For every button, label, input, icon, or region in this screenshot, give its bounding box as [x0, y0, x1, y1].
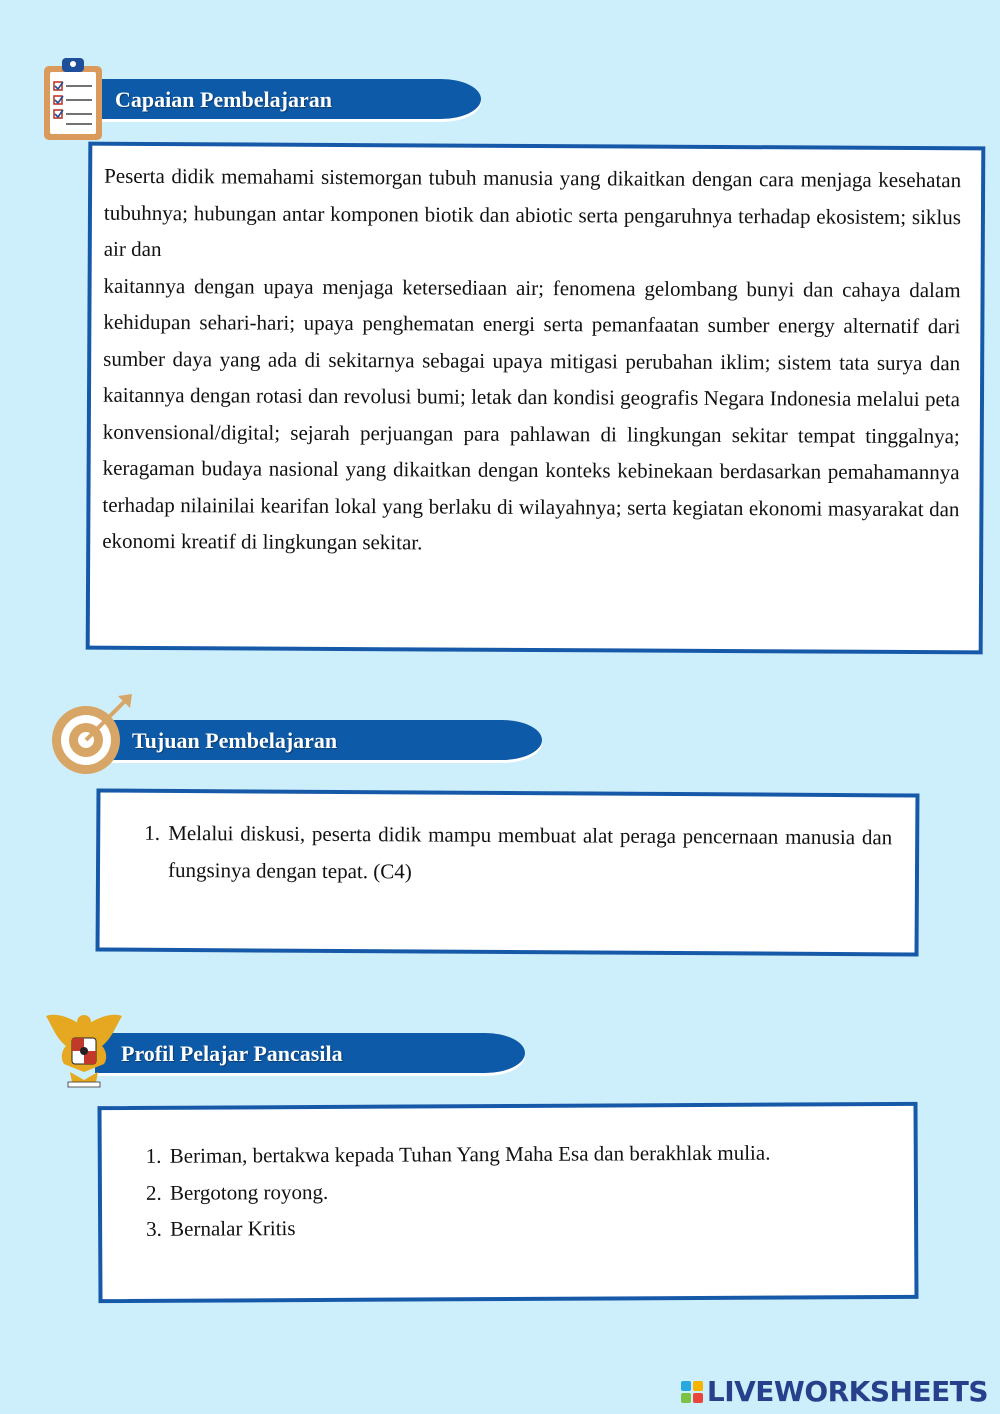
profil-item-2-text: Bergotong royong. [169, 1179, 329, 1205]
capaian-banner [95, 79, 481, 119]
profil-item-3 [146, 1207, 842, 1247]
tujuan-list [144, 815, 892, 893]
clipboard-checklist-icon [42, 56, 106, 142]
tujuan-card [96, 788, 920, 956]
profil-item-3-number: 3. [146, 1216, 162, 1241]
profil-list [146, 1134, 843, 1247]
profil-item-3-text: Bernalar Kritis [170, 1216, 296, 1241]
profil-item-1-text: Beriman, bertakwa kepada Tuhan Yang Maha Esa dan berakhlak mulia. [169, 1140, 771, 1168]
capaian-paragraph [102, 158, 961, 564]
garuda-emblem-icon [44, 1008, 124, 1088]
profil-banner [95, 1033, 525, 1073]
tujuan-item-1-text: Melalui diskusi, peserta didik mampu membuat alat peraga pencernaan manusia dan fungsinya dengan tepat. (C4) [167, 820, 893, 883]
liveworksheets-logo[interactable] [681, 1375, 988, 1408]
tujuan-item-1 [144, 815, 892, 893]
capaian-text-1: Peserta didik memahami sistemorgan tubuh manusia yang dikaitkan dengan cara menjaga kesehatan tubuhnya; hubungan antar komponen biotik dan abiotic serta pengaruhnya terhadap ekosistem; siklus air dan [103, 163, 962, 262]
capaian-title: Capaian Pembelajaran [115, 87, 332, 112]
profil-item-2 [146, 1171, 842, 1211]
liveworksheets-text: LIVEWORKSHEETS [706, 1375, 988, 1408]
target-arrow-icon [46, 692, 136, 778]
tujuan-item-1-number: 1. [144, 820, 161, 845]
profil-title: Profil Pelajar Pancasila [121, 1041, 343, 1066]
profil-item-1-number: 1. [145, 1143, 162, 1168]
tujuan-banner [110, 720, 542, 760]
capaian-text-2: kaitannya dengan upaya menjaga ketersediaan air; fenomena gelombang bunyi dan cahaya dalam kehidupan sehari-hari; upaya penghematan energi serta pemanfaatan sumber energy alternatif dari sumber daya yang ada di sekitarnya sebagai upaya mitigasi perubahan iklim; sistem tata surya dan kaitannya dengan rotasi dan revolusi bumi; letak dan kondisi geografis Negara Indonesia melalui peta konvensional/digital; sejarah perjuangan para pahlawan di lingkungan sekitar tempat tinggalnya; keragaman budaya nasional yang dikaitkan dengan konteks kebinekaan berdasarkan pemahamannya terhadap nilainilai kearifan lokal yang berlaku di wilayahnya; serta kegiatan ekonomi masyarakat dan ekonomi kreatif di lingkungan sekitar. [102, 273, 961, 555]
profil-item-1 [146, 1134, 842, 1174]
profil-card [97, 1102, 918, 1303]
profil-item-2-number: 2. [145, 1180, 162, 1205]
tujuan-title: Tujuan Pembelajaran [132, 728, 338, 753]
capaian-card [86, 142, 986, 655]
liveworksheets-mark-icon [681, 1381, 703, 1403]
